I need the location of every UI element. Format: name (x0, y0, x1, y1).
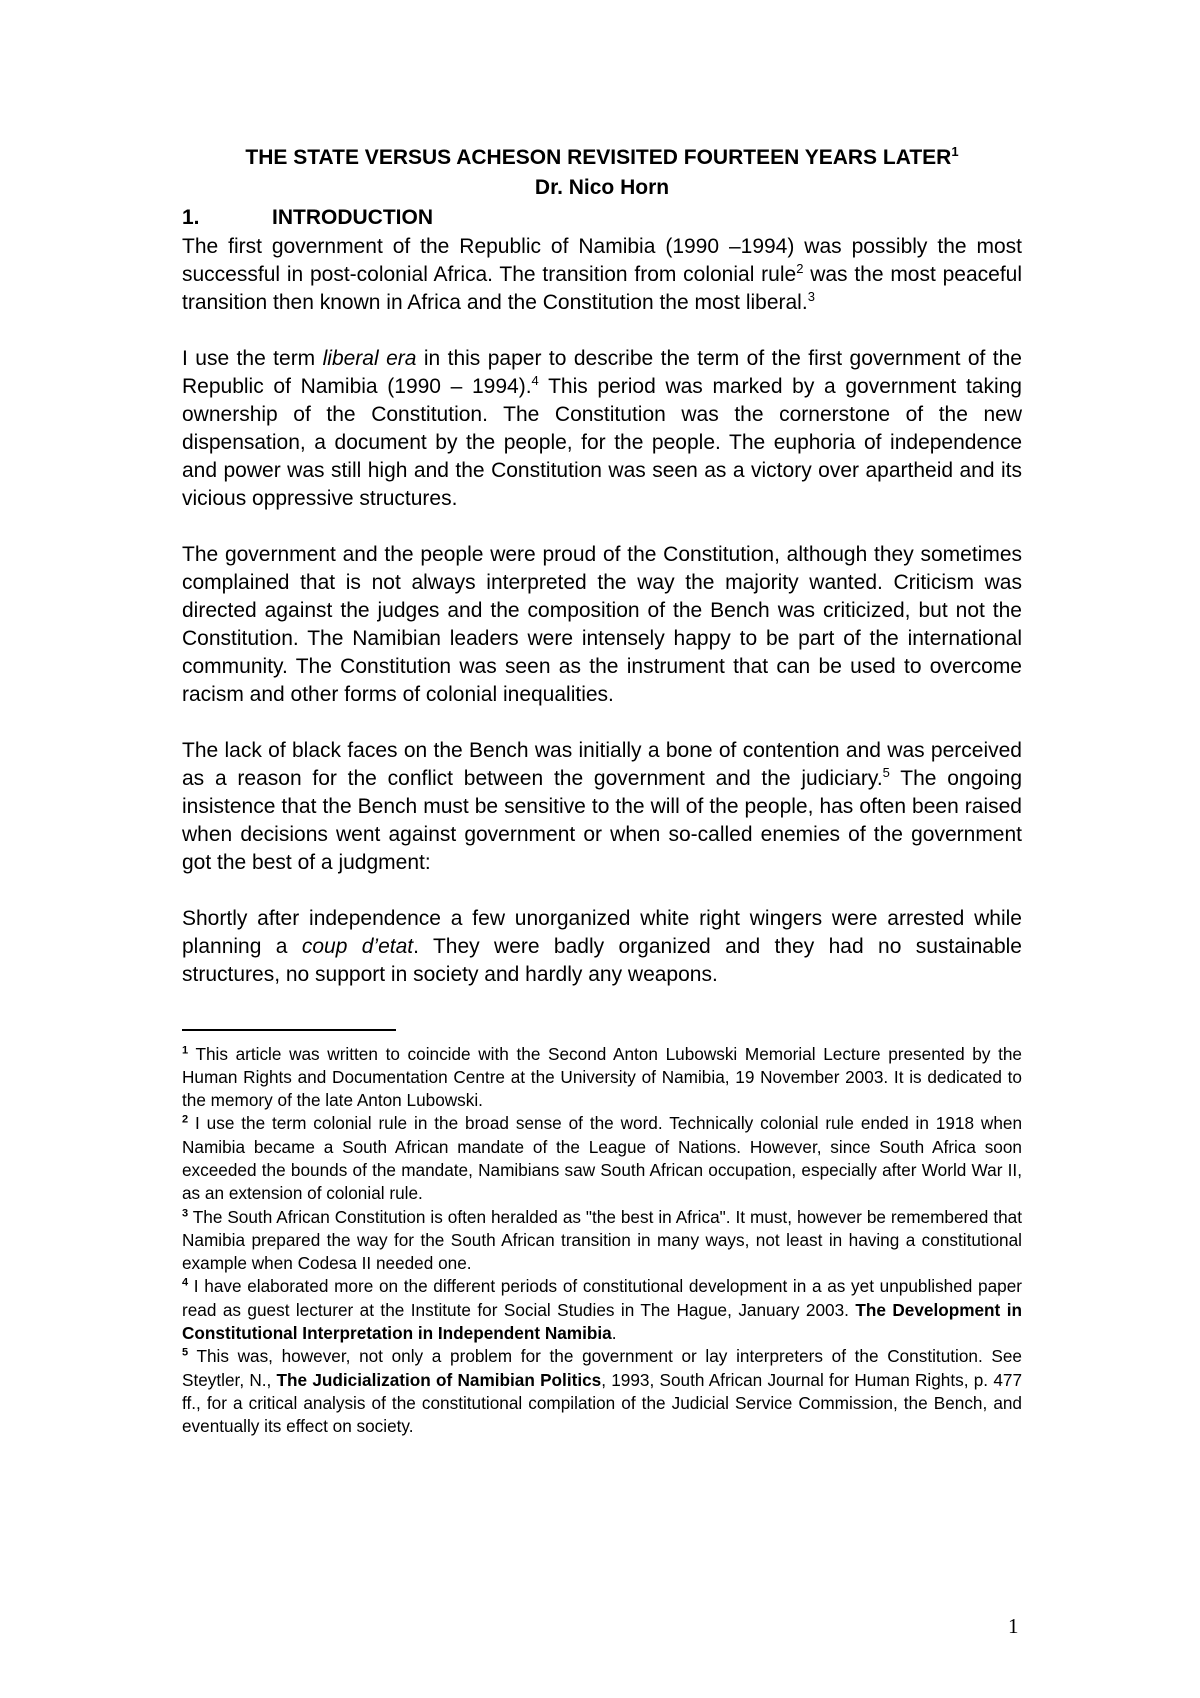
footnote-1: $^1$ This article was written to coincide with the Second Anton Lubowski Memorial Lecture presented by the Human Rights and Documentation Centre at the University of Namibia, 19 November 2003. It is dedicated to the memory of the late Anton Lubowski. (182, 1043, 1022, 1111)
section-heading (182, 203, 1022, 233)
paragraph-5: Shortly after independence a few unorganized white right wingers were arrested while planning a coup d’etat. They were badly organized and they had no sustainable structures, no support in society and hardly any weapons. (182, 907, 1022, 986)
footnote-2: $^2$ I use the term colonial rule in the broad sense of the word. Technically colonial rule ended in 1918 when Namibia became a South African mandate of the League of Nations. However, since South Africa soon exceeded the bounds of the mandate, Namibians saw South African occupation, especially after World War II, as an extension of colonial rule. (182, 1113, 1022, 1204)
section-number: 1. (182, 206, 200, 229)
section-title: INTRODUCTION (272, 206, 433, 229)
footnote-4: $^4$ I have elaborated more on the different periods of constitutional development in a as yet unpublished paper read as guest lecturer at the Institute for Social Studies in The Hague, January 2003. The Development in Constitutional Interpretation in Independent Namibia. (182, 1276, 1022, 1344)
paragraph-2: I use the term liberal era in this paper to describe the term of the first government of the Republic of Namibia (1990 – 1994).$^4$ This period was marked by a government taking ownership of the Constitution. The Constitution was the cornerstone of the new dispensation, a document by the people, for the people. The euphoria of independence and power was still high and the Constitution was seen as a victory over apartheid and its vicious oppressive structures. (182, 347, 1022, 510)
page-number: 1 (1008, 1614, 1019, 1638)
footnote-ref-2: 2 (796, 261, 804, 276)
paragraph-1: The first government of the Republic of Namibia (1990 –1994) was possibly the most successful in post-colonial Africa. The transition from colonial rule$^2$ was the most peaceful transition then known in Africa and the Constitution the most liberal.$^3$ (182, 235, 1023, 314)
page-content (182, 143, 1022, 1439)
paragraph-3: The government and the people were proud of the Constitution, although they sometimes complained that is not always interpreted the way the majority wanted. Criticism was directed against the judges and the composition of the Bench was criticized, but not the Constitution. The Namibian leaders were intensely happy to be part of the international community. The Constitution was seen as the instrument that can be used to overcome racism and other forms of colonial inequalities. (182, 543, 1022, 706)
footnote-ref-3: 3 (807, 289, 815, 304)
footnote-3: $^3$ The South African Constitution is often heralded as "the best in Africa". It must, however be remembered that Namibia prepared the way for the South African transition in many ways, not least in having a constitutional example when Codesa II needed one. (182, 1206, 1022, 1274)
author-name: Dr. Nico Horn (534, 176, 670, 199)
footnotes (182, 1043, 1022, 1439)
footnote-separator (182, 1029, 396, 1031)
paragraph-4: The lack of black faces on the Bench was initially a bone of contention and was perceived as a reason for the conflict between the government and the judiciary.$^5$ The ongoing insistence that the Bench must be sensitive to the will of the people, has often been raised when decisions went against government or when so-called enemies of the government got the best of a judgment: (182, 739, 1023, 874)
footnote-ref-1: 1 (951, 144, 959, 159)
document-title: THE STATE VERSUS ACHESON REVISITED FOURTEEN YEARS LATER$^1$ (245, 144, 959, 169)
footnote-5: $^5$ This was, however, not only a problem for the government or lay interpreters of the Constitution. See Steytler, N., The Judicialization of Namibian Politics, 1993, South African Journal for Human Rights, p. 477 ff., for a critical analysis of the constitutional compilation of the Judicial Service Commission, the Bench, and eventually its effect on society. (182, 1346, 1022, 1437)
footnote-ref-5: 5 (882, 765, 890, 780)
footnote-ref-4: 4 (531, 373, 539, 388)
